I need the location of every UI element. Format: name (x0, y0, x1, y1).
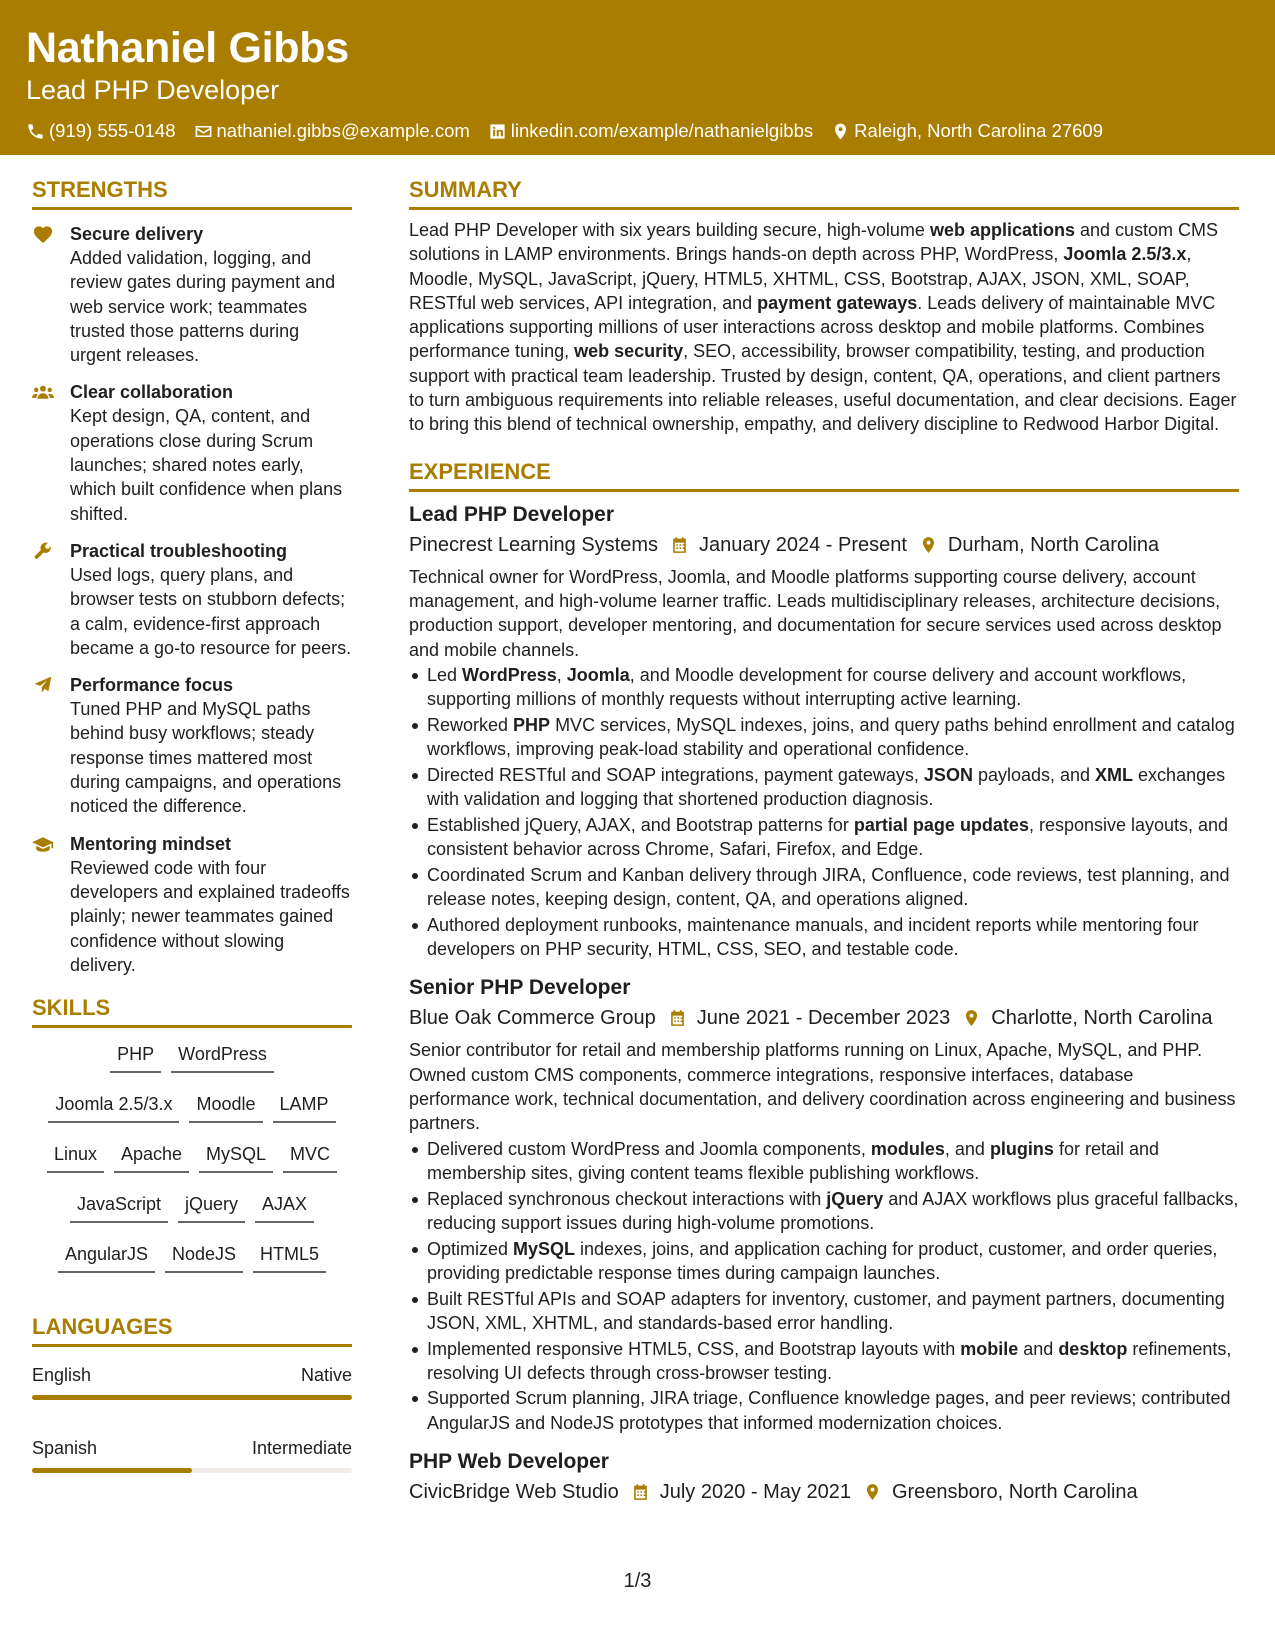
job-entry (409, 973, 1239, 1435)
job-location: Greensboro, North Carolina (891, 1481, 1138, 1504)
bullet-text: , responsive layouts, and consistent behavior across Chrome, Safari, Firefox, and Edge. (427, 814, 1229, 860)
paper-plane-icon (32, 675, 54, 695)
skill-tag: Moodle (189, 1088, 262, 1123)
strength-title: Clear collaboration (70, 382, 234, 403)
skill-tag: AngularJS (58, 1238, 155, 1273)
job-bullets (409, 663, 1239, 962)
bullet-bold: desktop (1058, 1338, 1128, 1359)
bullet-item (409, 1137, 1239, 1186)
strength-description: Used logs, query plans, and browser tests on stubborn defects; a calm, evidence-first approach became a go-to resource for peers. (70, 564, 352, 658)
map-pin-icon (831, 122, 850, 141)
bullet-text: and AJAX workflows plus graceful fallbacks, reducing support issues during high-volume promotions. (427, 1188, 1239, 1233)
strength-item (32, 832, 352, 977)
bullet-text: , and (944, 1138, 990, 1159)
bullet-bold: JSON (923, 764, 973, 785)
bullet-item (409, 713, 1239, 762)
bullet-item (409, 663, 1239, 712)
summary-text: , Moodle, MySQL, JavaScript, jQuery, HTML5, XHTML, CSS, Bootstrap, AJAX, JSON, XML, SOAP, RESTful web services, API integration, and (409, 244, 1192, 313)
calendar-icon (670, 535, 689, 555)
location-text: Raleigh, North Carolina 27609 (854, 120, 1104, 141)
job-meta (409, 530, 1239, 560)
language-proficiency-bar (32, 1468, 352, 1473)
job-title: Senior PHP Developer (409, 976, 631, 1000)
bullet-text: Implemented responsive HTML5, CSS, and Bootstrap layouts with (427, 1338, 961, 1359)
job-location: Charlotte, North Carolina (991, 1007, 1213, 1030)
phone-icon (26, 122, 45, 141)
summary-text: . Leads delivery of maintainable MVC applications supporting millions of user interactions across desktop and mobile platforms. Combines performance tuning, (409, 292, 1216, 362)
skill-tag: jQuery (178, 1188, 245, 1223)
language-name: English (32, 1365, 92, 1386)
map-pin-icon (863, 1482, 882, 1502)
strength-description: Kept design, QA, content, and operations close during Scrum launches; shared notes early, which built confidence when plans shifted. (70, 406, 343, 524)
language-name: Spanish (32, 1438, 98, 1459)
skills-list (32, 1028, 352, 1288)
bullet-text: Optimized (427, 1238, 514, 1259)
page-number: 1/3 (623, 1570, 652, 1592)
right-column (409, 175, 1239, 1507)
bullet-item (409, 813, 1239, 862)
job-company: Pinecrest Learning Systems (409, 533, 659, 556)
bullet-text: and (1018, 1338, 1059, 1359)
map-pin-icon (962, 1008, 981, 1028)
candidate-name: Nathaniel Gibbs (26, 24, 349, 72)
strength-item (32, 380, 352, 525)
bullet-text: MVC services, MySQL indexes, joins, and query paths behind enrollment and catalog workflows, improving peak-load stability and operational confidence. (427, 714, 1235, 760)
contact-location (831, 120, 1103, 142)
bullet-item (409, 1386, 1239, 1435)
language-level: Native (300, 1365, 352, 1386)
skill-tag: Linux (47, 1138, 104, 1173)
bullet-text: exchanges with validation and logging that shortened production diagnosis. (427, 764, 1226, 810)
strengths-heading: STRENGTHS (32, 175, 352, 210)
bullet-item (409, 1187, 1239, 1236)
contact-phone[interactable] (26, 120, 176, 142)
job-company: Blue Oak Commerce Group (409, 1007, 656, 1030)
bullet-text: refinements, resolving UI defects through cross-browser testing. (427, 1338, 1232, 1383)
job-dates: July 2020 - May 2021 (659, 1481, 851, 1504)
job-meta (409, 1477, 1239, 1507)
strength-description: Tuned PHP and MySQL paths behind busy workflows; steady response times mattered most during campaigns, and operations noticed the difference. (70, 699, 342, 817)
bullet-bold: modules (870, 1138, 945, 1159)
contact-linkedin[interactable] (488, 120, 813, 142)
strength-description: Added validation, logging, and review gates during payment and web service work; teammates trusted those patterns during urgent releases. (70, 248, 336, 366)
strengths-list (32, 222, 352, 977)
job-description: Senior contributor for retail and membership platforms running on Linux, Apache, MySQL, and PHP. Owned custom CMS components, commerce integrations, responsive interfaces, database performance work, technical documentation, and delivery coordination across engineering and business partners. (409, 1040, 1236, 1134)
map-pin-icon (919, 535, 938, 555)
bullet-bold: MySQL (513, 1238, 576, 1259)
bullet-bold: XML (1095, 764, 1134, 785)
heart-icon (32, 224, 54, 244)
job-bullets (409, 1137, 1239, 1436)
calendar-icon (631, 1482, 650, 1502)
strength-title: Secure delivery (70, 224, 204, 244)
graduation-cap-icon (32, 834, 54, 854)
summary-bold: payment gateways (757, 292, 918, 313)
bullet-bold: partial page updates (853, 814, 1029, 835)
summary-bold: web security (574, 341, 684, 362)
skill-tag: NodeJS (165, 1238, 243, 1273)
skill-tag: WordPress (171, 1038, 274, 1073)
strength-item (32, 539, 352, 660)
bullet-text: Established jQuery, AJAX, and Bootstrap patterns for (427, 814, 854, 835)
users-icon (32, 382, 54, 402)
bullet-text: Delivered custom WordPress and Joomla components, (427, 1138, 871, 1159)
bullet-bold: plugins (989, 1138, 1054, 1159)
bullet-text: Directed RESTful and SOAP integrations, payment gateways, (427, 764, 924, 785)
strength-title: Mentoring mindset (70, 833, 231, 854)
strength-item (32, 673, 352, 818)
language-proficiency-bar (32, 1395, 352, 1400)
resume-header (0, 0, 1275, 155)
skill-tag: AJAX (255, 1188, 314, 1223)
job-title: Lead PHP Developer (409, 502, 615, 526)
strength-description: Reviewed code with four developers and explained tradeoffs plainly; newer teammates gained confidence without slowing delivery. (70, 857, 350, 975)
experience-heading: EXPERIENCE (409, 457, 1239, 492)
language-proficiency-fill (32, 1468, 192, 1473)
summary-bold: web applications (929, 220, 1075, 240)
job-meta (409, 1003, 1239, 1033)
job-title: PHP Web Developer (409, 1450, 609, 1474)
languages-heading: LANGUAGES (32, 1312, 352, 1347)
candidate-title: Lead PHP Developer (26, 75, 280, 105)
linkedin-icon (488, 122, 507, 141)
wrench-icon (32, 541, 54, 561)
job-company: CivicBridge Web Studio (409, 1481, 619, 1504)
email-text: nathaniel.gibbs@example.com (216, 120, 470, 141)
skill-tag: Joomla 2.5/3.x (48, 1088, 179, 1123)
skills-heading: SKILLS (32, 993, 352, 1028)
skill-tag: Apache (114, 1138, 189, 1173)
bullet-text: Reworked (427, 714, 514, 735)
bullet-bold: mobile (960, 1338, 1019, 1359)
bullet-item (409, 863, 1239, 912)
job-entry (409, 500, 1239, 962)
bullet-bold: Joomla (566, 664, 630, 685)
bullet-text: indexes, joins, and application caching for product, customer, and order queries, providing predictable response times during campaign launches. (427, 1238, 1218, 1283)
language-item (32, 1436, 352, 1473)
bullet-text: , (556, 664, 567, 685)
summary-text: , SEO, accessibility, browser compatibility, testing, and production support with practical team leadership. Trusted by design, content, QA, operations, and client partners to turn ambiguous requirements into reliable releases, useful documentation, and clear decisions. Eager to bring this blend of technical ownership, empathy, and delivery discipline to Redwood Harbor Digital. (409, 341, 1237, 435)
strength-title: Practical troubleshooting (70, 540, 288, 561)
skill-tag: MySQL (199, 1138, 273, 1173)
language-item (32, 1363, 352, 1400)
calendar-icon (668, 1008, 687, 1028)
bullet-text: Built RESTful APIs and SOAP adapters for inventory, customer, and payment partners, documenting JSON, XML, XHTML, and standards-based error handling. (427, 1288, 1225, 1333)
contact-bar (26, 120, 1275, 142)
skill-tag: HTML5 (253, 1238, 326, 1273)
bullet-text: , and Moodle development for course delivery and account workflows, supporting millions of monthly requests without interrupting active learning. (427, 664, 1187, 710)
job-entry (409, 1447, 1239, 1507)
bullet-item (409, 1287, 1239, 1336)
bullet-text: Supported Scrum planning, JIRA triage, Confluence knowledge pages, and peer reviews; contributed AngularJS and NodeJS prototypes that informed modernization choices. (427, 1388, 1231, 1433)
envelope-icon (194, 122, 213, 141)
bullet-item (409, 763, 1239, 812)
skill-tag: MVC (283, 1138, 337, 1173)
job-dates: June 2021 - December 2023 (696, 1007, 951, 1030)
summary-heading: SUMMARY (409, 175, 1239, 210)
summary-bold: Joomla 2.5/3.x (1063, 244, 1187, 265)
contact-email[interactable] (194, 120, 470, 142)
skill-tag: JavaScript (70, 1188, 168, 1223)
summary-text: and custom CMS solutions in LAMP environments. Brings hands-on depth across PHP, WordPress, (409, 220, 1219, 265)
skill-tag: LAMP (273, 1088, 336, 1123)
bullet-item (409, 1337, 1239, 1386)
bullet-text: payloads, and (972, 764, 1096, 785)
bullet-text: for retail and membership sites, giving content teams flexible publishing workflows. (427, 1138, 1159, 1183)
job-description: Technical owner for WordPress, Joomla, and Moodle platforms supporting course delivery, account management, and high-volume learner traffic. Leads multidisciplinary releases, architecture decisions, production support, developer mentoring, and documentation for secure services used across desktop and mobile channels. (409, 566, 1222, 660)
language-level: Intermediate (251, 1438, 352, 1459)
bullet-bold: WordPress (462, 664, 557, 685)
summary-text: Lead PHP Developer with six years building secure, high-volume (409, 220, 930, 240)
summary-text (409, 218, 1239, 437)
job-dates: January 2024 - Present (699, 533, 907, 556)
strength-item (32, 222, 352, 367)
language-proficiency-fill (32, 1395, 352, 1400)
phone-text: (919) 555-0148 (49, 120, 176, 141)
bullet-bold: jQuery (826, 1188, 884, 1209)
bullet-text: Replaced synchronous checkout interactions with (427, 1188, 827, 1209)
bullet-text: Authored deployment runbooks, maintenance manuals, and incident reports while mentoring four developers on PHP security, HTML, CSS, SEO, and testable code. (427, 914, 1199, 960)
bullet-item (409, 1237, 1239, 1286)
bullet-text: Coordinated Scrum and Kanban delivery through JIRA, Confluence, code reviews, test planning, and release notes, keeping design, content, QA, and operations aligned. (427, 864, 1230, 910)
bullet-item (409, 913, 1239, 962)
bullet-text: Led (427, 664, 463, 685)
left-column (32, 175, 352, 1473)
linkedin-text: linkedin.com/example/nathanielgibbs (510, 120, 814, 141)
skill-tag: PHP (110, 1038, 161, 1073)
bullet-bold: PHP (513, 714, 551, 735)
job-location: Durham, North Carolina (947, 533, 1160, 556)
strength-title: Performance focus (70, 675, 234, 696)
